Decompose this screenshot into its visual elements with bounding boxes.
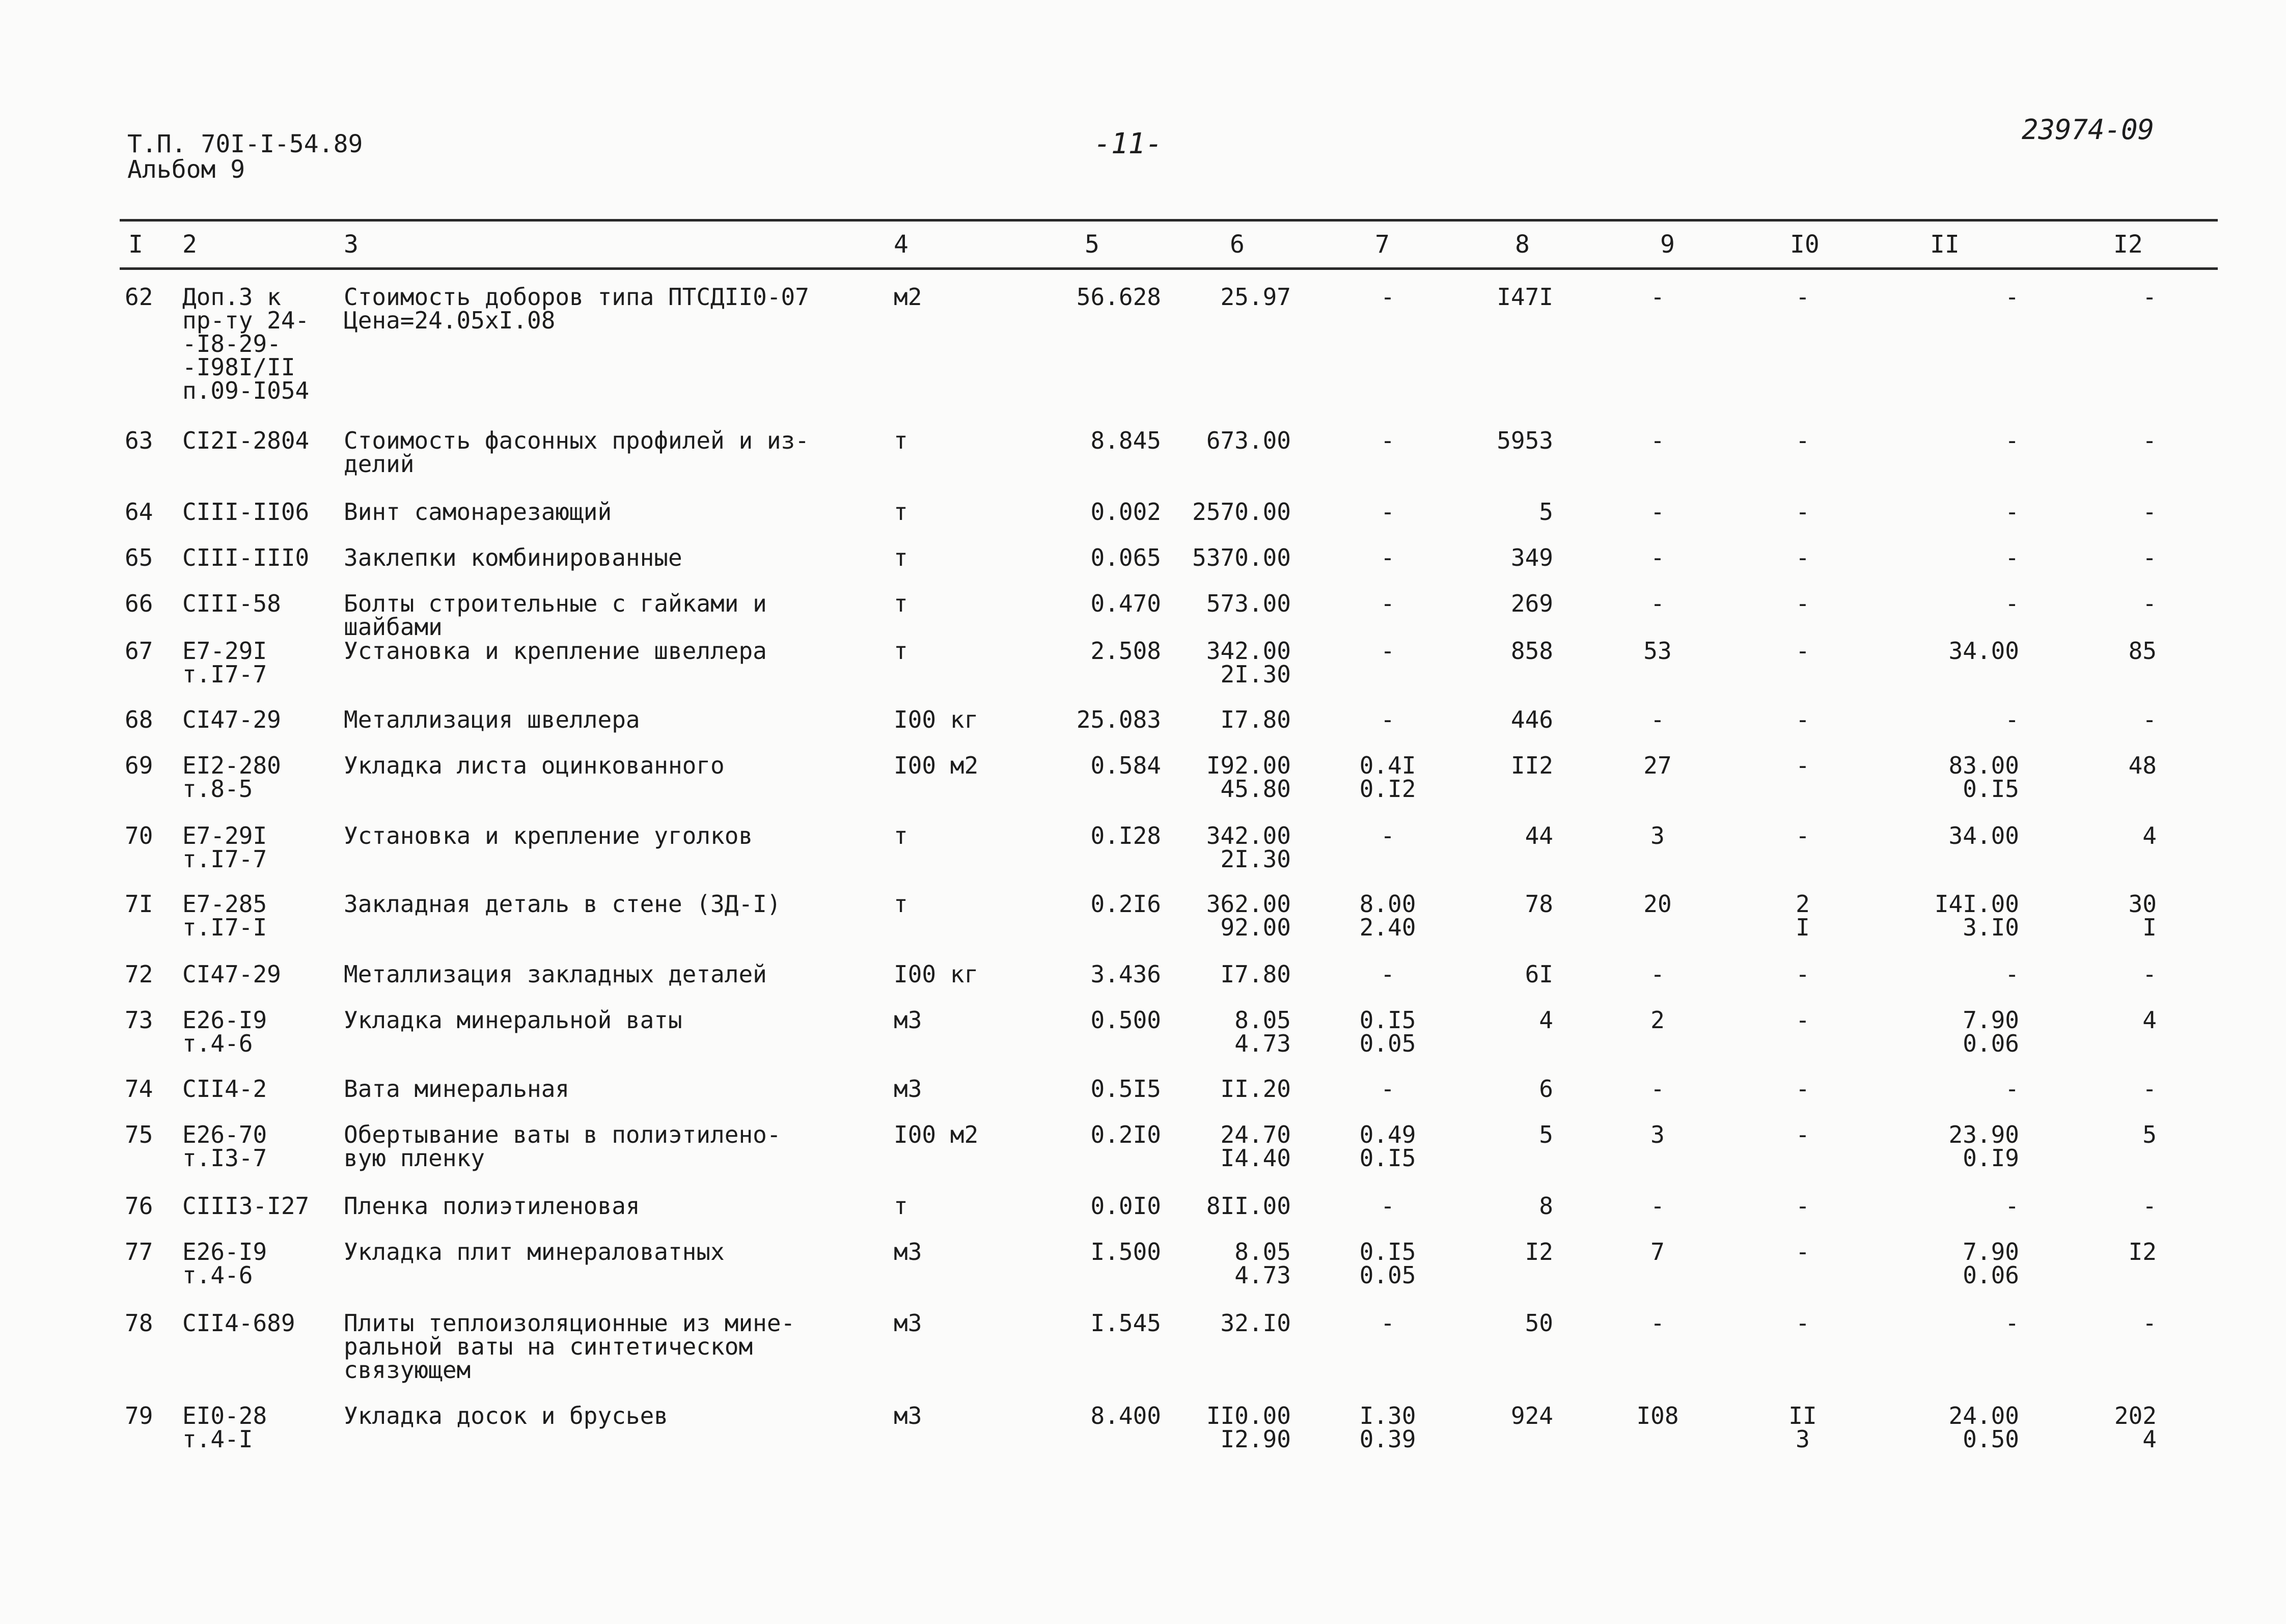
row-number: 7I [125, 890, 153, 918]
work-description: Металлизация закладных деталей [344, 960, 767, 988]
column-header-1: I [128, 230, 143, 259]
work-description: Установка и крепление уголков [344, 822, 753, 849]
work-description: Укладка листа оцинкованного [344, 752, 725, 779]
quantity: 0.2I6 [1090, 890, 1161, 918]
column-9-value: 7 [1650, 1238, 1665, 1265]
quantity: 25.083 [1076, 706, 1161, 733]
column-10-value: - [1796, 498, 1810, 526]
unit-price: 2570.00 [1192, 498, 1291, 526]
column-10-value: - [1796, 544, 1810, 571]
column-11-value: - [2005, 498, 2019, 526]
column-10-value: - [1796, 706, 1810, 733]
column-11-value: 7.90 0.06 [1963, 1006, 2019, 1057]
column-10-value: - [1796, 1075, 1810, 1103]
work-description: Винт самонарезающий [344, 498, 612, 526]
column-10-value: - [1796, 822, 1810, 849]
column-12-value: I2 [2128, 1238, 2157, 1265]
unit-price: 342.00 2I.30 [1206, 637, 1291, 688]
column-11-value: 24.00 0.50 [1948, 1402, 2019, 1453]
unit-price: I92.00 45.80 [1206, 752, 1291, 803]
column-9-value: - [1650, 590, 1665, 617]
quantity: I.500 [1090, 1238, 1161, 1265]
row-number: 72 [125, 960, 153, 988]
row-number: 79 [125, 1402, 153, 1429]
norm-code: Е26-I9 т.4-6 [182, 1238, 267, 1289]
unit: м3 [894, 1075, 922, 1103]
unit: м3 [894, 1402, 922, 1429]
column-7-value: - [1381, 637, 1395, 665]
column-10-value: - [1796, 1192, 1810, 1220]
column-11-value: - [2005, 427, 2019, 454]
quantity: 3.436 [1090, 960, 1161, 988]
column-9-value: 2 [1650, 1006, 1665, 1034]
quantity: 8.845 [1090, 427, 1161, 454]
column-9-value: 27 [1643, 752, 1672, 779]
column-11-value: - [2005, 1192, 2019, 1220]
total-cost: I2 [1525, 1238, 1553, 1265]
norm-code: СIII-III0 [182, 544, 310, 571]
column-10-value: - [1796, 590, 1810, 617]
column-9-value: - [1650, 1192, 1665, 1220]
unit: I00 м2 [894, 1121, 979, 1148]
unit-price: II0.00 I2.90 [1206, 1402, 1291, 1453]
quantity: 0.500 [1090, 1006, 1161, 1034]
quantity: 56.628 [1076, 283, 1161, 311]
work-description: Укладка досок и брусьев [344, 1402, 668, 1429]
column-12-value: 4 [2142, 1006, 2157, 1034]
column-9-value: - [1650, 960, 1665, 988]
total-cost: 5 [1539, 1121, 1553, 1148]
column-header-2: 2 [182, 230, 197, 259]
column-7-value: 0.49 0.I5 [1359, 1121, 1416, 1172]
row-number: 64 [125, 498, 153, 526]
column-10-value: - [1796, 1238, 1810, 1265]
total-cost: 858 [1510, 637, 1553, 665]
column-9-value: - [1650, 544, 1665, 571]
column-header-7: 7 [1375, 230, 1390, 259]
work-description: Стоимость доборов типа ПТСДII0-07 Цена=24.05xI.08 [344, 283, 809, 334]
column-12-value: - [2142, 1192, 2157, 1220]
total-cost: 924 [1510, 1402, 1553, 1429]
norm-code: СII4-689 [182, 1309, 295, 1337]
column-header-12: I2 [2113, 230, 2143, 259]
column-12-value: - [2142, 498, 2157, 526]
norm-code: СIII3-I27 [182, 1192, 310, 1220]
unit-price: II.20 [1220, 1075, 1291, 1103]
column-12-value: - [2142, 1075, 2157, 1103]
quantity: 2.508 [1090, 637, 1161, 665]
unit: т [894, 427, 908, 454]
column-11-value: - [2005, 1309, 2019, 1337]
total-cost: 50 [1525, 1309, 1553, 1337]
column-header-4: 4 [894, 230, 908, 259]
total-cost: I47I [1497, 283, 1553, 311]
column-7-value: - [1381, 590, 1395, 617]
work-description: Закладная деталь в стене (ЗД-I) [344, 890, 781, 918]
unit: м3 [894, 1238, 922, 1265]
norm-code: Доп.3 к пр-ту 24- -I8-29- -I98I/II п.09-I054 [182, 283, 310, 404]
row-number: 68 [125, 706, 153, 733]
column-9-value: - [1650, 1075, 1665, 1103]
column-header-3: 3 [344, 230, 359, 259]
row-number: 75 [125, 1121, 153, 1148]
quantity: 0.I28 [1090, 822, 1161, 849]
quantity: 0.0I0 [1090, 1192, 1161, 1220]
row-number: 69 [125, 752, 153, 779]
row-number: 77 [125, 1238, 153, 1265]
column-11-value: - [2005, 590, 2019, 617]
work-description: Заклепки комбинированные [344, 544, 682, 571]
column-7-value: 0.4I 0.I2 [1359, 752, 1416, 803]
norm-code: Е7-285 т.I7-I [182, 890, 267, 941]
norm-code: СII4-2 [182, 1075, 267, 1103]
unit-price: I7.80 [1220, 960, 1291, 988]
row-number: 73 [125, 1006, 153, 1034]
column-11-value: 23.90 0.I9 [1948, 1121, 2019, 1172]
column-7-value: - [1381, 960, 1395, 988]
column-11-value: 83.00 0.I5 [1948, 752, 2019, 803]
row-number: 78 [125, 1309, 153, 1337]
unit: м2 [894, 283, 922, 311]
quantity: 8.400 [1090, 1402, 1161, 1429]
norm-code: Е26-I9 т.4-6 [182, 1006, 267, 1057]
column-10-value: - [1796, 1121, 1810, 1148]
column-11-value: - [2005, 1075, 2019, 1103]
norm-code: ЕI2-280 т.8-5 [182, 752, 281, 803]
page-number: -11- [1094, 127, 1163, 160]
work-description: Укладка плит минераловатных [344, 1238, 725, 1265]
quantity: 0.5I5 [1090, 1075, 1161, 1103]
norm-code: СI47-29 [182, 706, 281, 733]
row-number: 65 [125, 544, 153, 571]
column-header-10: I0 [1790, 230, 1820, 259]
column-10-value: - [1796, 1006, 1810, 1034]
unit-price: 24.70 I4.40 [1220, 1121, 1291, 1172]
column-11-value: 34.00 [1948, 822, 2019, 849]
quantity: 0.470 [1090, 590, 1161, 617]
column-9-value: 53 [1643, 637, 1672, 665]
column-header-9: 9 [1660, 230, 1675, 259]
column-header-11: II [1930, 230, 1960, 259]
column-12-value: - [2142, 427, 2157, 454]
column-11-value: 34.00 [1948, 637, 2019, 665]
work-description: Металлизация швеллера [344, 706, 640, 733]
quantity: 0.584 [1090, 752, 1161, 779]
unit-price: 8.05 4.73 [1234, 1238, 1291, 1289]
quantity: I.545 [1090, 1309, 1161, 1337]
column-12-value: 30 I [2128, 890, 2157, 941]
column-11-value: 7.90 0.06 [1963, 1238, 2019, 1289]
unit-price: 8.05 4.73 [1234, 1006, 1291, 1057]
column-7-value: - [1381, 822, 1395, 849]
work-description: Обертывание ваты в полиэтилено- вую пленку [344, 1121, 781, 1172]
unit-price: 25.97 [1220, 283, 1291, 311]
column-10-value: II 3 [1788, 1402, 1817, 1453]
unit-price: 32.I0 [1220, 1309, 1291, 1337]
unit: т [894, 544, 908, 571]
column-7-value: I.30 0.39 [1359, 1402, 1416, 1453]
row-number: 76 [125, 1192, 153, 1220]
unit-price: 8II.00 [1206, 1192, 1291, 1220]
total-cost: 44 [1525, 822, 1553, 849]
column-11-value: - [2005, 706, 2019, 733]
column-9-value: I08 [1636, 1402, 1679, 1429]
unit-price: 573.00 [1206, 590, 1291, 617]
archive-number: 23974-09 [2022, 114, 2155, 146]
column-11-value: I4I.00 3.I0 [1934, 890, 2019, 941]
column-7-value: - [1381, 1309, 1395, 1337]
column-9-value: 3 [1650, 1121, 1665, 1148]
unit: т [894, 890, 908, 918]
column-12-value: 5 [2142, 1121, 2157, 1148]
unit: т [894, 590, 908, 617]
total-cost: 78 [1525, 890, 1553, 918]
norm-code: Е7-29I т.I7-7 [182, 637, 267, 688]
column-9-value: 3 [1650, 822, 1665, 849]
unit: т [894, 498, 908, 526]
column-7-value: - [1381, 427, 1395, 454]
column-9-value: 20 [1643, 890, 1672, 918]
column-10-value: - [1796, 427, 1810, 454]
column-9-value: - [1650, 498, 1665, 526]
column-9-value: - [1650, 706, 1665, 733]
column-9-value: - [1650, 283, 1665, 311]
column-10-value: - [1796, 637, 1810, 665]
column-12-value: - [2142, 706, 2157, 733]
column-12-value: - [2142, 283, 2157, 311]
album-label: Альбом 9 [127, 155, 245, 184]
row-number: 67 [125, 637, 153, 665]
column-7-value: - [1381, 544, 1395, 571]
column-7-value: - [1381, 1075, 1395, 1103]
column-11-value: - [2005, 544, 2019, 571]
row-number: 62 [125, 283, 153, 311]
row-number: 74 [125, 1075, 153, 1103]
norm-code: Е26-70 т.I3-7 [182, 1121, 267, 1172]
work-description: Установка и крепление швеллера [344, 637, 767, 665]
column-7-value: - [1381, 283, 1395, 311]
total-cost: 5 [1539, 498, 1553, 526]
column-7-value: - [1381, 498, 1395, 526]
work-description: Плиты теплоизоляционные из мине- ральной ваты на синтетическом связующем [344, 1309, 795, 1384]
total-cost: 8 [1539, 1192, 1553, 1220]
column-11-value: - [2005, 283, 2019, 311]
unit: м3 [894, 1006, 922, 1034]
total-cost: 6I [1525, 960, 1553, 988]
column-10-value: 2 I [1796, 890, 1810, 941]
unit-price: 5370.00 [1192, 544, 1291, 571]
work-description: Болты строительные с гайками и шайбами [344, 590, 767, 641]
column-header-8: 8 [1515, 230, 1530, 259]
total-cost: 4 [1539, 1006, 1553, 1034]
column-10-value: - [1796, 1309, 1810, 1337]
column-12-value: 48 [2128, 752, 2157, 779]
column-9-value: - [1650, 427, 1665, 454]
row-number: 66 [125, 590, 153, 617]
norm-code: Е7-29I т.I7-7 [182, 822, 267, 873]
column-10-value: - [1796, 960, 1810, 988]
column-9-value: - [1650, 1309, 1665, 1337]
column-header-6: 6 [1230, 230, 1245, 259]
total-cost: 6 [1539, 1075, 1553, 1103]
norm-code: ЕI0-28 т.4-I [182, 1402, 267, 1453]
unit: I00 м2 [894, 752, 979, 779]
total-cost: 269 [1510, 590, 1553, 617]
unit: т [894, 822, 908, 849]
row-number: 70 [125, 822, 153, 849]
column-12-value: - [2142, 590, 2157, 617]
column-7-value: 8.00 2.40 [1359, 890, 1416, 941]
work-description: Вата минеральная [344, 1075, 570, 1103]
quantity: 0.002 [1090, 498, 1161, 526]
total-cost: II2 [1510, 752, 1553, 779]
column-12-value: - [2142, 1309, 2157, 1337]
unit-price: 673.00 [1206, 427, 1291, 454]
quantity: 0.2I0 [1090, 1121, 1161, 1148]
total-cost: 446 [1510, 706, 1553, 733]
column-12-value: 202 4 [2114, 1402, 2157, 1453]
total-cost: 349 [1510, 544, 1553, 571]
unit-price: 362.00 92.00 [1206, 890, 1291, 941]
unit: I00 кг [894, 960, 979, 988]
norm-code: СIII-II06 [182, 498, 310, 526]
unit-price: I7.80 [1220, 706, 1291, 733]
document-reference: Т.П. 70I-I-54.89 [127, 130, 363, 158]
column-11-value: - [2005, 960, 2019, 988]
unit-price: 342.00 2I.30 [1206, 822, 1291, 873]
norm-code: СI2I-2804 [182, 427, 310, 454]
quantity: 0.065 [1090, 544, 1161, 571]
column-12-value: - [2142, 960, 2157, 988]
column-7-value: 0.I5 0.05 [1359, 1006, 1416, 1057]
work-description: Укладка минеральной ваты [344, 1006, 682, 1034]
column-12-value: 4 [2142, 822, 2157, 849]
norm-code: СIII-58 [182, 590, 281, 617]
work-description: Стоимость фасонных профилей и из- делий [344, 427, 809, 478]
column-12-value: - [2142, 544, 2157, 571]
column-7-value: - [1381, 1192, 1395, 1220]
work-description: Пленка полиэтиленовая [344, 1192, 640, 1220]
row-number: 63 [125, 427, 153, 454]
total-cost: 5953 [1497, 427, 1553, 454]
column-12-value: 85 [2128, 637, 2157, 665]
column-7-value: 0.I5 0.05 [1359, 1238, 1416, 1289]
column-7-value: - [1381, 706, 1395, 733]
norm-code: СI47-29 [182, 960, 281, 988]
unit: т [894, 637, 908, 665]
column-10-value: - [1796, 752, 1810, 779]
column-header-5: 5 [1085, 230, 1099, 259]
unit: т [894, 1192, 908, 1220]
unit: м3 [894, 1309, 922, 1337]
column-10-value: - [1796, 283, 1810, 311]
unit: I00 кг [894, 706, 979, 733]
